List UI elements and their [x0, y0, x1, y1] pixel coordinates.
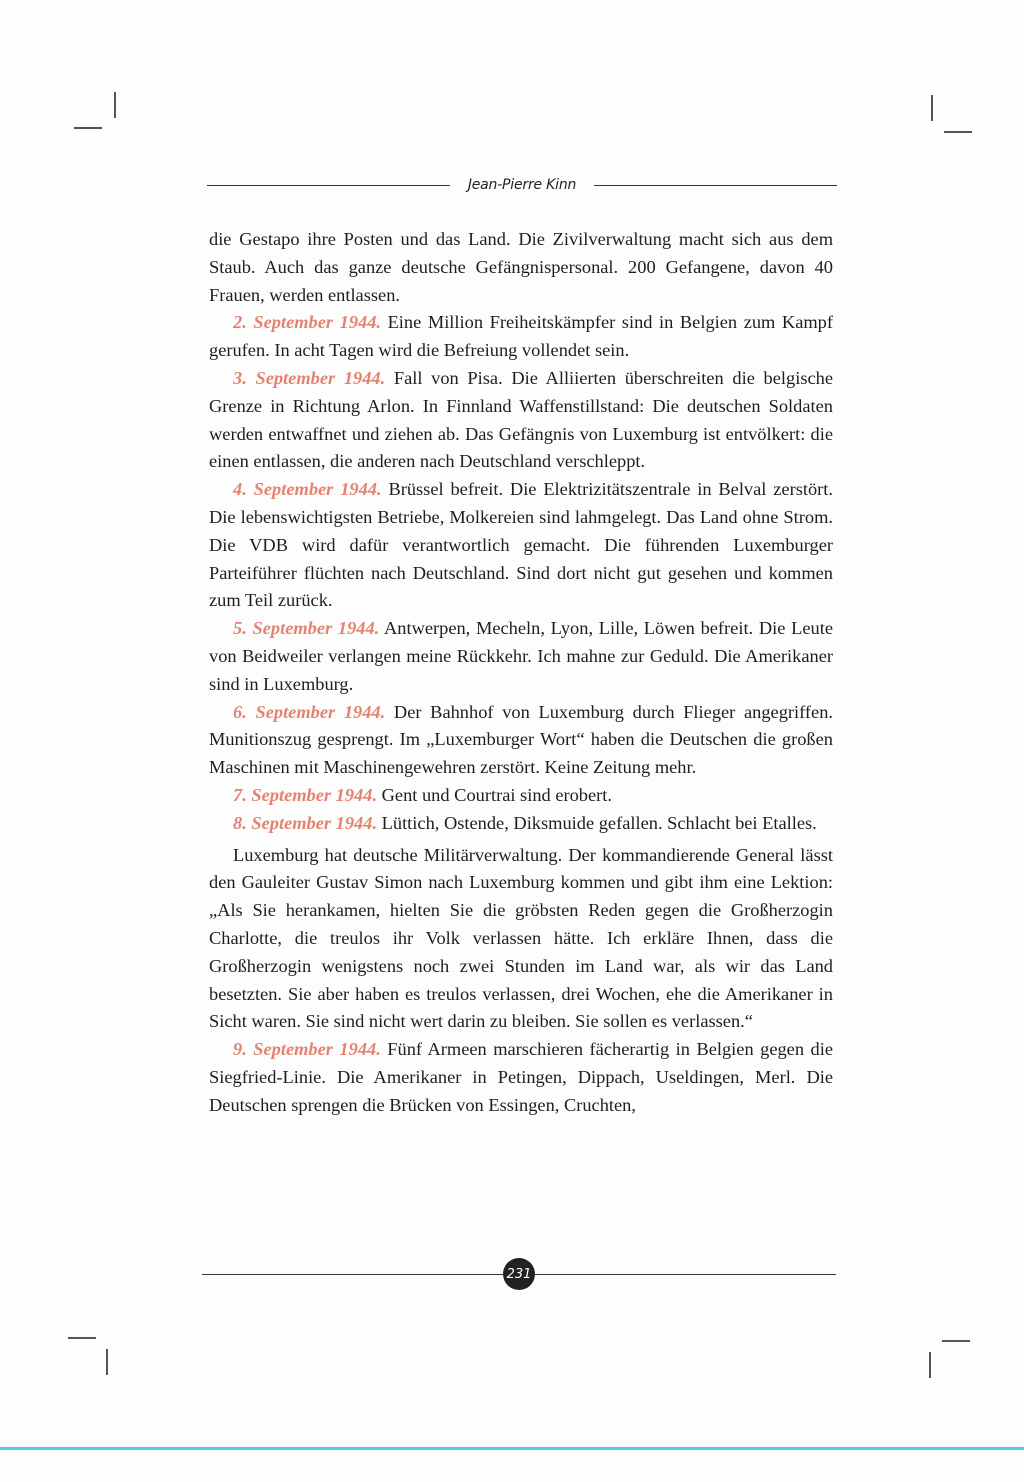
- entry-date: 3. September 1944.: [233, 367, 386, 388]
- crop-mark-bottom-right-horizontal: [942, 1340, 970, 1342]
- entry-date: 7. September 1944.: [233, 784, 378, 805]
- page-body: [209, 226, 833, 1120]
- diary-entry: 7. September 1944. Gent und Courtrai sind erobert.: [233, 784, 612, 805]
- crop-mark-top-right-vertical: [931, 95, 933, 121]
- diary-entry: 4. September 1944. Brüssel befreit. Die Elektrizitätszentrale in Belval zerstört. Die lebenswichtigsten Betriebe, Molkereien sind lahmgelegt. Das Land ohne Strom. Die VDB wird dafür verantwortlich gemacht. Die führenden Luxemburger Parteiführer flüchten nach Deutschland. Sind dort nicht gut gesehen und kommen zum Teil zurück.: [209, 479, 834, 611]
- entry-date: 8. September 1944.: [233, 812, 378, 833]
- header-rule-left: [207, 185, 450, 186]
- footer-rule-right: [535, 1274, 836, 1275]
- entry-date: 9. September 1944.: [233, 1039, 381, 1060]
- crop-mark-top-right-horizontal: [944, 131, 972, 133]
- diary-entry: 8. September 1944. Lüttich, Ostende, Diksmuide gefallen. Schlacht bei Etalles.: [233, 812, 817, 833]
- page-footer: [202, 1258, 836, 1290]
- crop-mark-top-left-horizontal: [74, 127, 102, 129]
- diary-entry: 9. September 1944. Fünf Armeen marschieren fächerartig in Belgien gegen die Siegfried-Linie. Die Amerikaner in Petingen, Dippach, Useldingen, Merl. Die Deutschen sprengen die Brücken von Essingen, Cruchten,: [209, 1039, 833, 1115]
- crop-mark-bottom-right-vertical: [929, 1352, 931, 1378]
- scan-edge-line: [0, 1447, 1024, 1450]
- entry-date: 2. September 1944.: [233, 312, 381, 333]
- crop-mark-bottom-left-horizontal: [68, 1337, 96, 1339]
- page-number-badge: 231: [503, 1258, 535, 1290]
- author-name: Jean-Pierre Kinn: [467, 177, 577, 193]
- diary-entry: 3. September 1944. Fall von Pisa. Die Alliierten überschreiten die belgische Grenze in Richtung Arlon. In Finnland Waffenstillstand: Die deutschen Soldaten werden entwaffnet und ziehen ab. Das Gefängnis von Luxemburg ist entvölkert: die einen entlassen, die anderen nach Deutschland verschleppt.: [209, 367, 834, 472]
- entry-date: 4. September 1944.: [233, 479, 382, 500]
- running-header: [207, 172, 837, 198]
- crop-mark-bottom-left-vertical: [106, 1349, 108, 1375]
- entry-date: 6. September 1944.: [233, 701, 386, 722]
- diary-entry: 2. September 1944. Eine Million Freiheitskämpfer sind in Belgien zum Kampf gerufen. In acht Tagen wird die Befreiung vollendet sein.: [209, 312, 833, 361]
- entry-date: 5. September 1944.: [233, 618, 380, 639]
- diary-entry: 6. September 1944. Der Bahnhof von Luxemburg durch Flieger angegriffen. Munitionszug gesprengt. Im „Luxemburger Wort“ haben die Deutschen die großen Maschinen mit Maschinengewehren zerstört. Keine Zeitung mehr.: [209, 701, 834, 778]
- diary-entry: 5. September 1944. Antwerpen, Mecheln, Lyon, Lille, Löwen befreit. Die Leute von Beidweiler verlangen meine Rückkehr. Ich mahne zur Geduld. Die Amerikaner sind in Luxemburg.: [209, 618, 833, 694]
- paragraph: die Gestapo ihre Posten und das Land. Die Zivilverwaltung macht sich aus dem Staub. Auch das ganze deutsche Gefängnispersonal. 200 Gefangene, davon 40 Frauen, werden entlassen.: [209, 229, 833, 305]
- paragraph: Luxemburg hat deutsche Militärverwaltung. Der kommandierende General lässt den Gauleiter Gustav Simon nach Luxemburg kommen und gibt ihm eine Lektion: „Als Sie herankamen, hielten Sie die gröbsten Reden gegen die Großherzogin Charlotte, die treulos ihr Volk verlassen hätte. Ich erkläre Ihnen, dass die Großherzogin wenigstens noch zwei Stunden im Land war, als wir das Land besetzten. Sie aber haben es treulos verlassen, drei Wochen, ehe die Amerikaner in Sicht waren. Sie sind nicht wert darin zu bleiben. Sie sollen es verlassen.“: [209, 844, 833, 1032]
- crop-mark-top-left-vertical: [114, 92, 116, 118]
- footer-rule-left: [202, 1274, 503, 1275]
- header-rule-right: [594, 185, 837, 186]
